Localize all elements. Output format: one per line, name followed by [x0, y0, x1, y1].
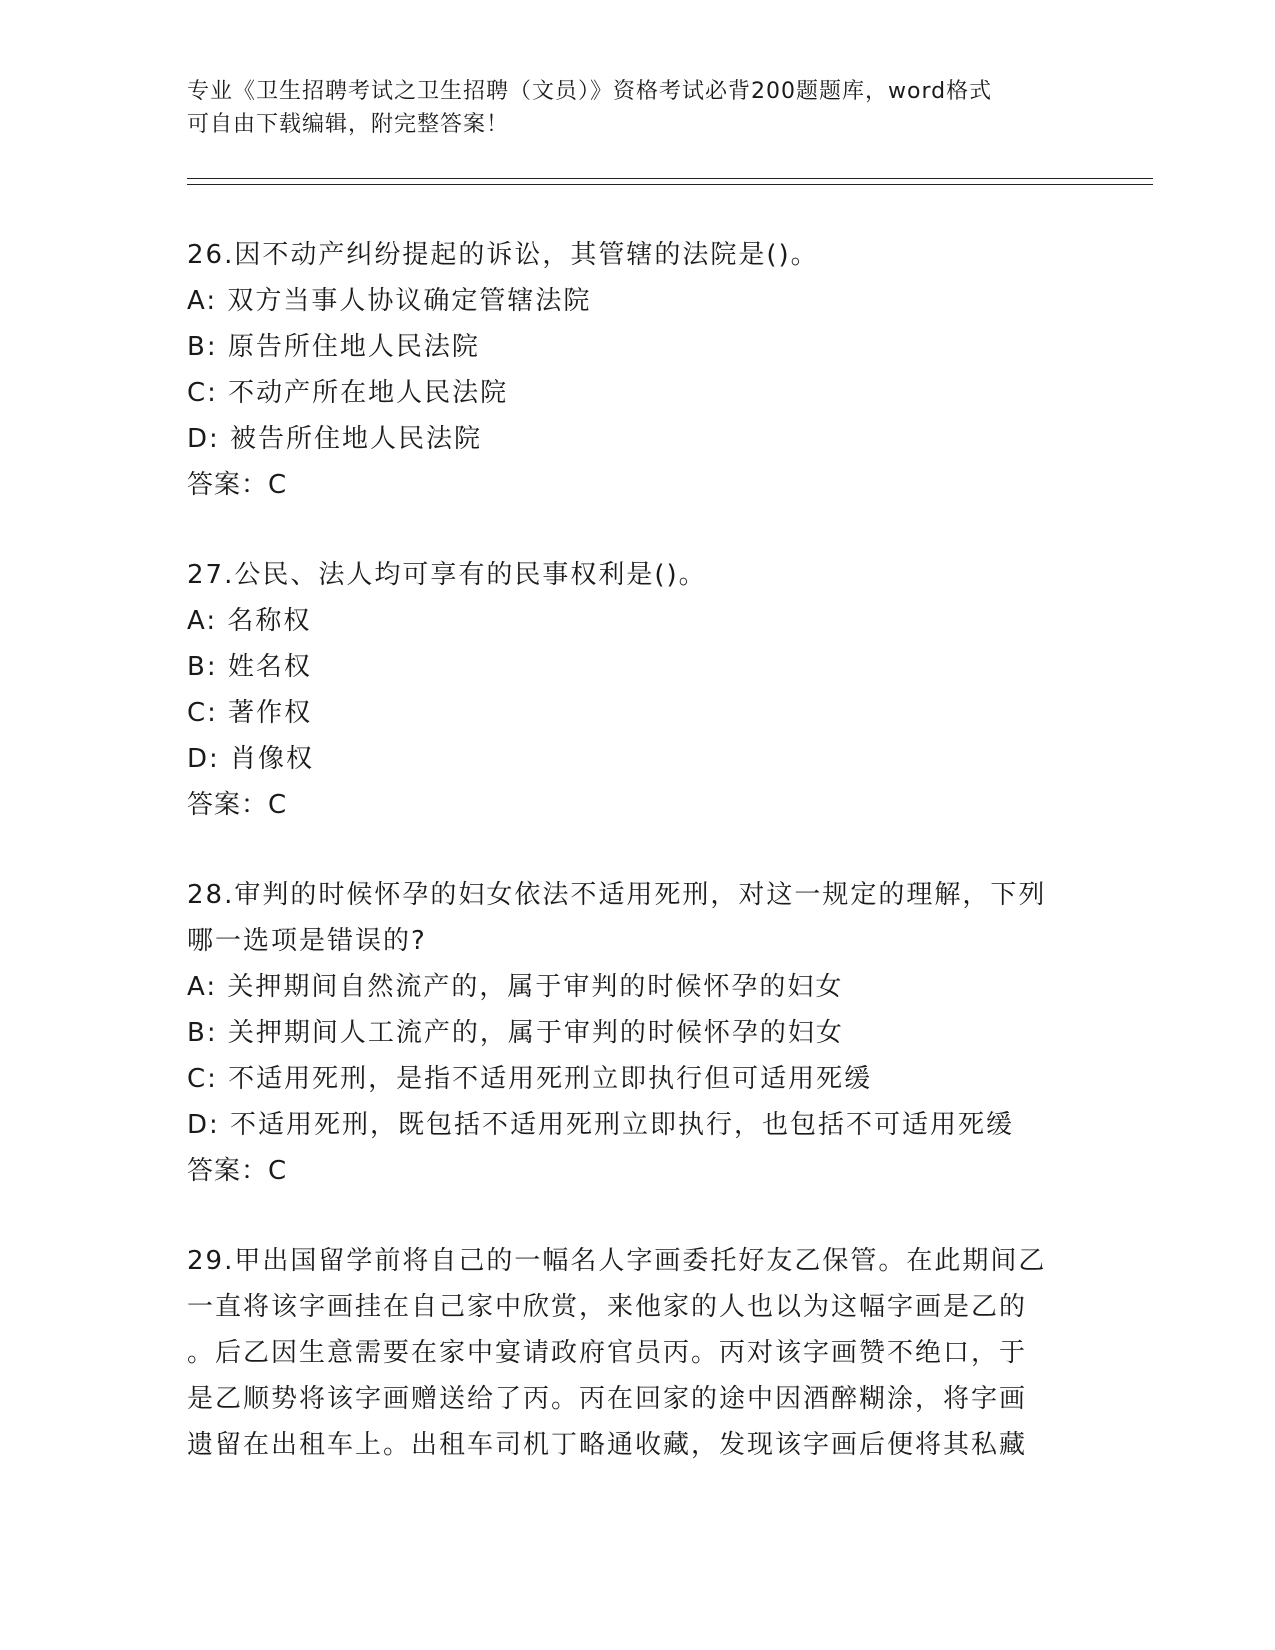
option-b: B: 关押期间人工流产的，属于审判的时候怀孕的妇女 [187, 1018, 844, 1048]
option-a: A: 关押期间自然流产的，属于审判的时候怀孕的妇女 [187, 972, 844, 1002]
question-stem: 27.公民、法人均可享有的民事权利是()。 [187, 560, 707, 590]
answer-line: 答案：C [187, 790, 288, 820]
document-header [187, 75, 1067, 141]
header-divider-bottom [187, 184, 1153, 185]
question-stem-line-1: 29.甲出国留学前将自己的一幅名人字画委托好友乙保管。在此期间乙 [187, 1246, 1047, 1276]
question-stem-line-3: 。后乙因生意需要在家中宴请政府官员丙。丙对该字画赞不绝口，于 [187, 1338, 1028, 1368]
question-29 [187, 1238, 1087, 1468]
question-stem-line-2: 哪一选项是错误的? [187, 926, 427, 956]
answer-line: 答案：C [187, 1156, 288, 1186]
question-26 [187, 232, 1087, 508]
answer-line: 答案：C [187, 470, 288, 500]
option-b: B: 原告所住地人民法院 [187, 332, 480, 362]
header-divider-top [187, 178, 1153, 179]
option-d: D: 不适用死刑，既包括不适用死刑立即执行，也包括不可适用死缓 [187, 1110, 1015, 1140]
option-d: D: 被告所住地人民法院 [187, 424, 483, 454]
question-stem-line-2: 一直将该字画挂在自己家中欣赏，来他家的人也以为这幅字画是乙的 [187, 1292, 1028, 1322]
option-a: A: 名称权 [187, 606, 312, 636]
question-27 [187, 552, 1087, 828]
option-c: C: 不适用死刑，是指不适用死刑立即执行但可适用死缓 [187, 1064, 873, 1094]
option-a: A: 双方当事人协议确定管辖法院 [187, 286, 592, 316]
option-c: C: 不动产所在地人民法院 [187, 378, 509, 408]
header-line-1: 专业《卫生招聘考试之卫生招聘（文员）》资格考试必背200题题库，word格式 [187, 79, 993, 104]
question-stem-line-1: 28.审判的时候怀孕的妇女依法不适用死刑，对这一规定的理解，下列 [187, 880, 1047, 910]
header-line-2: 可自由下载编辑，附完整答案！ [187, 112, 510, 137]
question-stem: 26.因不动产纠纷提起的诉讼，其管辖的法院是()。 [187, 240, 819, 270]
option-d: D: 肖像权 [187, 744, 315, 774]
option-b: B: 姓名权 [187, 652, 312, 682]
option-c: C: 著作权 [187, 698, 313, 728]
question-stem-line-5: 遗留在出租车上。出租车司机丁略通收藏，发现该字画后便将其私藏 [187, 1430, 1028, 1460]
question-stem-line-4: 是乙顺势将该字画赠送给了丙。丙在回家的途中因酒醉糊涂，将字画 [187, 1384, 1028, 1414]
question-28 [187, 872, 1087, 1194]
question-list [187, 232, 1087, 1468]
